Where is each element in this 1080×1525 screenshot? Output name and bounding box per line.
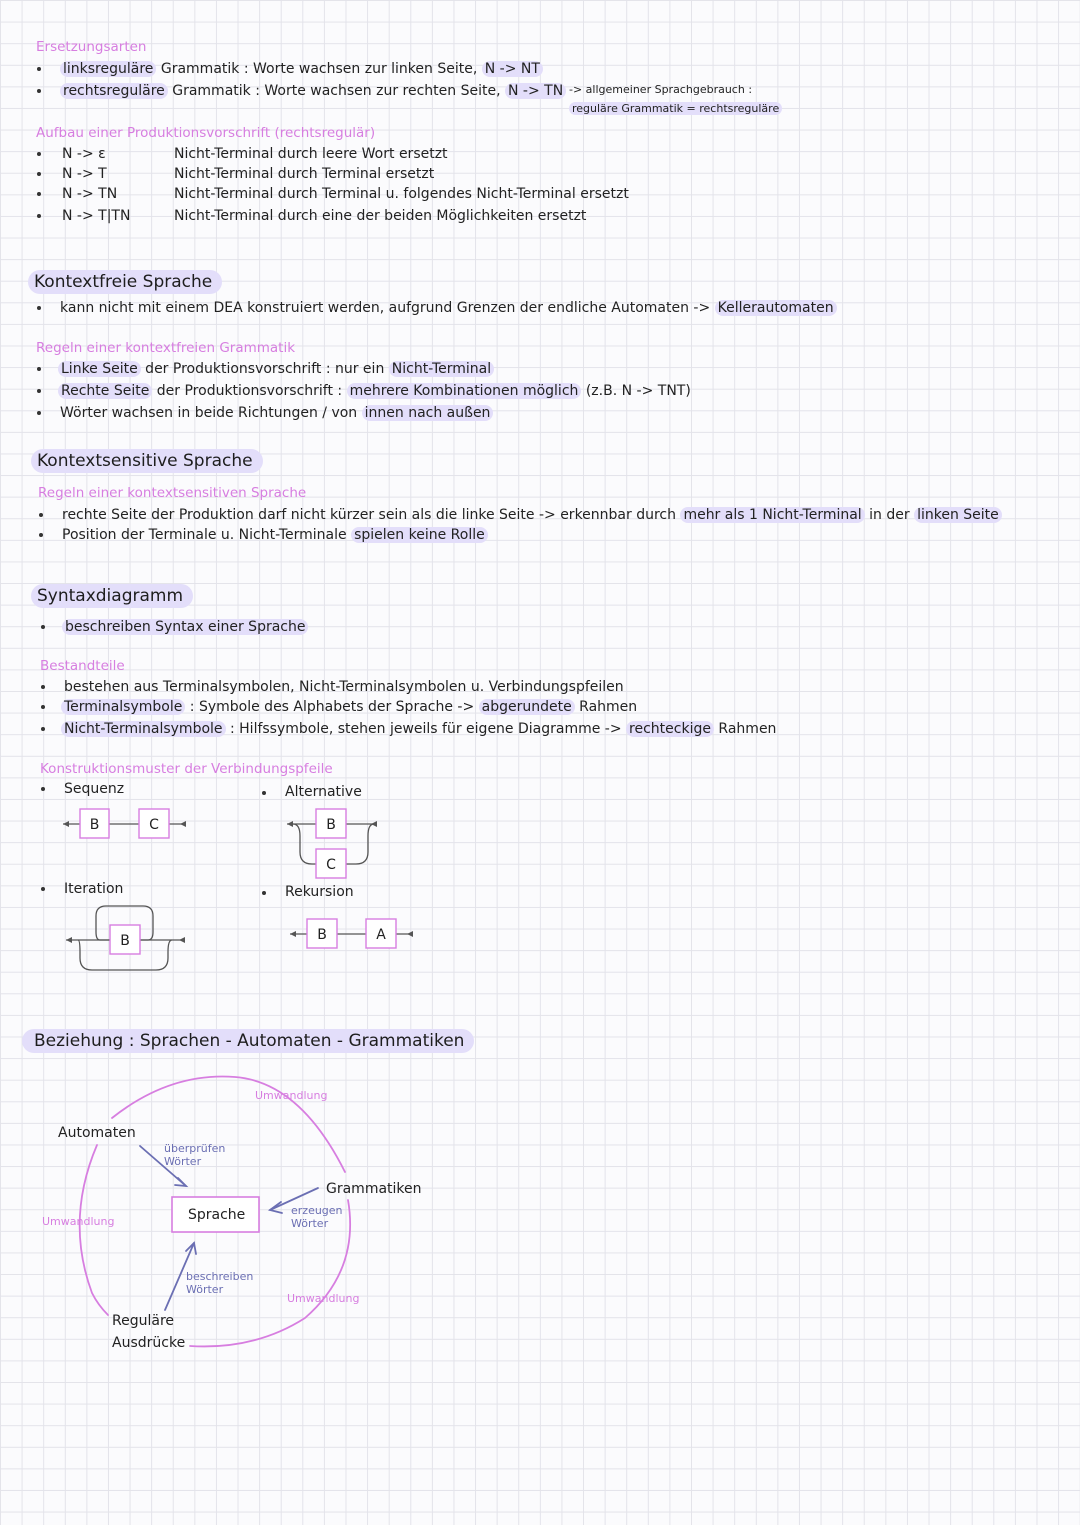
umwandlung-right-label: Umwandlung [287,1292,360,1305]
kontextfrei-heading: Kontextfreie Sprache [28,270,222,294]
kontextfrei-bullet-1: kann nicht mit einem DEA konstruiert werden, aufgrund Grenzen der endliche Automaten -> Kellerautomaten [60,299,837,317]
rule-1: N -> ε [62,146,106,162]
syntaxdiagramm-heading: Syntaxdiagramm [31,584,193,608]
rechtsregulaer-line: rechtsreguläre Grammatik : Worte wachsen zur rechten Seite, N -> TN [60,82,566,100]
kontextsensitiv-rules-title: Regeln einer kontextsensitiven Sprache [38,485,307,501]
rule-2-desc: Nicht-Terminal durch Terminal ersetzt [174,166,435,182]
aufbau-title: Aufbau einer Produktionsvorschrift (rechtsregulär) [36,125,376,141]
kontextfrei-rules-title: Regeln einer kontextfreien Grammatik [36,340,296,356]
rule-1-desc: Nicht-Terminal durch leere Wort ersetzt [174,146,448,162]
bestandteile-2: Terminalsymbole : Symbole des Alphabets der Sprache -> abgerundete Rahmen [61,698,637,716]
rechtsregulaer-term: rechtsreguläre [60,83,168,99]
alt-c-text: C [326,857,336,873]
bestandteile-3: Nicht-Terminalsymbole : Hilfssymbole, stehen jeweils für eigene Diagramme -> rechteckige Rahmen [61,720,776,738]
alt-b-text: B [326,817,336,833]
rule-4: N -> T|TN [62,208,131,224]
rule-3: N -> TN [62,186,118,202]
kellerautomaten-term: Kellerautomaten [715,300,837,316]
rule-2: N -> T [62,166,107,182]
bestandteile-title: Bestandteile [40,658,125,674]
rek-b-text: B [317,927,327,943]
rule-4-desc: Nicht-Terminal durch eine der beiden Möglichkeiten ersetzt [174,208,587,224]
alternative-label: Alternative [285,784,362,800]
kontextfrei-rule-1: Linke Seite der Produktionsvorschrift : nur ein Nicht-Terminal [58,360,494,378]
kontextsensitiv-rule-1: rechte Seite der Produktion darf nicht kürzer sein als die linke Seite -> erkennbar durch mehr als 1 Nicht-Terminal in der linken Seite [62,506,1002,524]
umwandlung-top-label: Umwandlung [255,1089,328,1102]
erzeugen-label-1: erzeugen [291,1204,343,1217]
umwandlung-left-label: Umwandlung [42,1215,115,1228]
linksregulaer-line: linksreguläre Grammatik : Worte wachsen zur linken Seite, N -> NT [60,60,543,78]
seq-b-text: B [89,817,100,833]
linksregulaer-term: linksreguläre [60,61,156,77]
seq-c-text: C [149,817,159,833]
bestandteile-1: bestehen aus Terminalsymbolen, Nicht-Terminalsymbolen u. Verbindungspfeilen [64,679,624,695]
ersetzungsarten-title: Ersetzungsarten [36,39,147,55]
sprache-label: Sprache [188,1207,246,1223]
regulaere-label-2: Ausdrücke [112,1335,186,1351]
konstruktionsmuster-title: Konstruktionsmuster der Verbindungspfeile [40,761,333,777]
ueberpruefen-label-1: überprüfen [164,1142,226,1155]
beschreiben-label-2: Wörter [186,1283,224,1296]
sequenz-label: Sequenz [64,781,125,797]
regulaere-label-1: Reguläre [112,1313,175,1329]
rule-3-desc: Nicht-Terminal durch Terminal u. folgendes Nicht-Terminal ersetzt [174,186,629,202]
rechtsregulaer-rule: N -> TN [505,83,566,99]
rekursion-label: Rekursion [285,884,354,900]
linksregulaer-rule: N -> NT [482,61,543,77]
regulaer-gleich-note: reguläre Grammatik = rechtsreguläre [569,102,782,116]
beziehung-heading: Beziehung : Sprachen - Automaten - Grammatiken [22,1029,474,1053]
syntax-bullet-1: beschreiben Syntax einer Sprache [62,618,308,636]
kontextsensitiv-rule-2: Position der Terminale u. Nicht-Terminale spielen keine Rolle [62,526,488,544]
kontextfrei-rule-3: Wörter wachsen in beide Richtungen / von innen nach außen [60,404,493,422]
ueberpruefen-label-2: Wörter [164,1155,202,1168]
beschreiben-label-1: beschreiben [186,1270,254,1283]
grammatiken-label: Grammatiken [326,1181,422,1197]
kontextsensitiv-heading: Kontextsensitive Sprache [31,449,263,473]
umwandlung-arc-left [80,1145,108,1315]
iteration-label: Iteration [64,881,124,897]
kontextfrei-rule-2: Rechte Seite der Produktionsvorschrift : mehrere Kombinationen möglich (z.B. N -> TNT) [58,382,691,400]
rek-a-text: A [376,927,386,943]
automaten-label: Automaten [58,1125,136,1141]
sprachgebrauch-note: -> allgemeiner Sprachgebrauch : [569,83,753,96]
iter-b-text: B [120,933,130,949]
erzeugen-label-2: Wörter [291,1217,329,1230]
